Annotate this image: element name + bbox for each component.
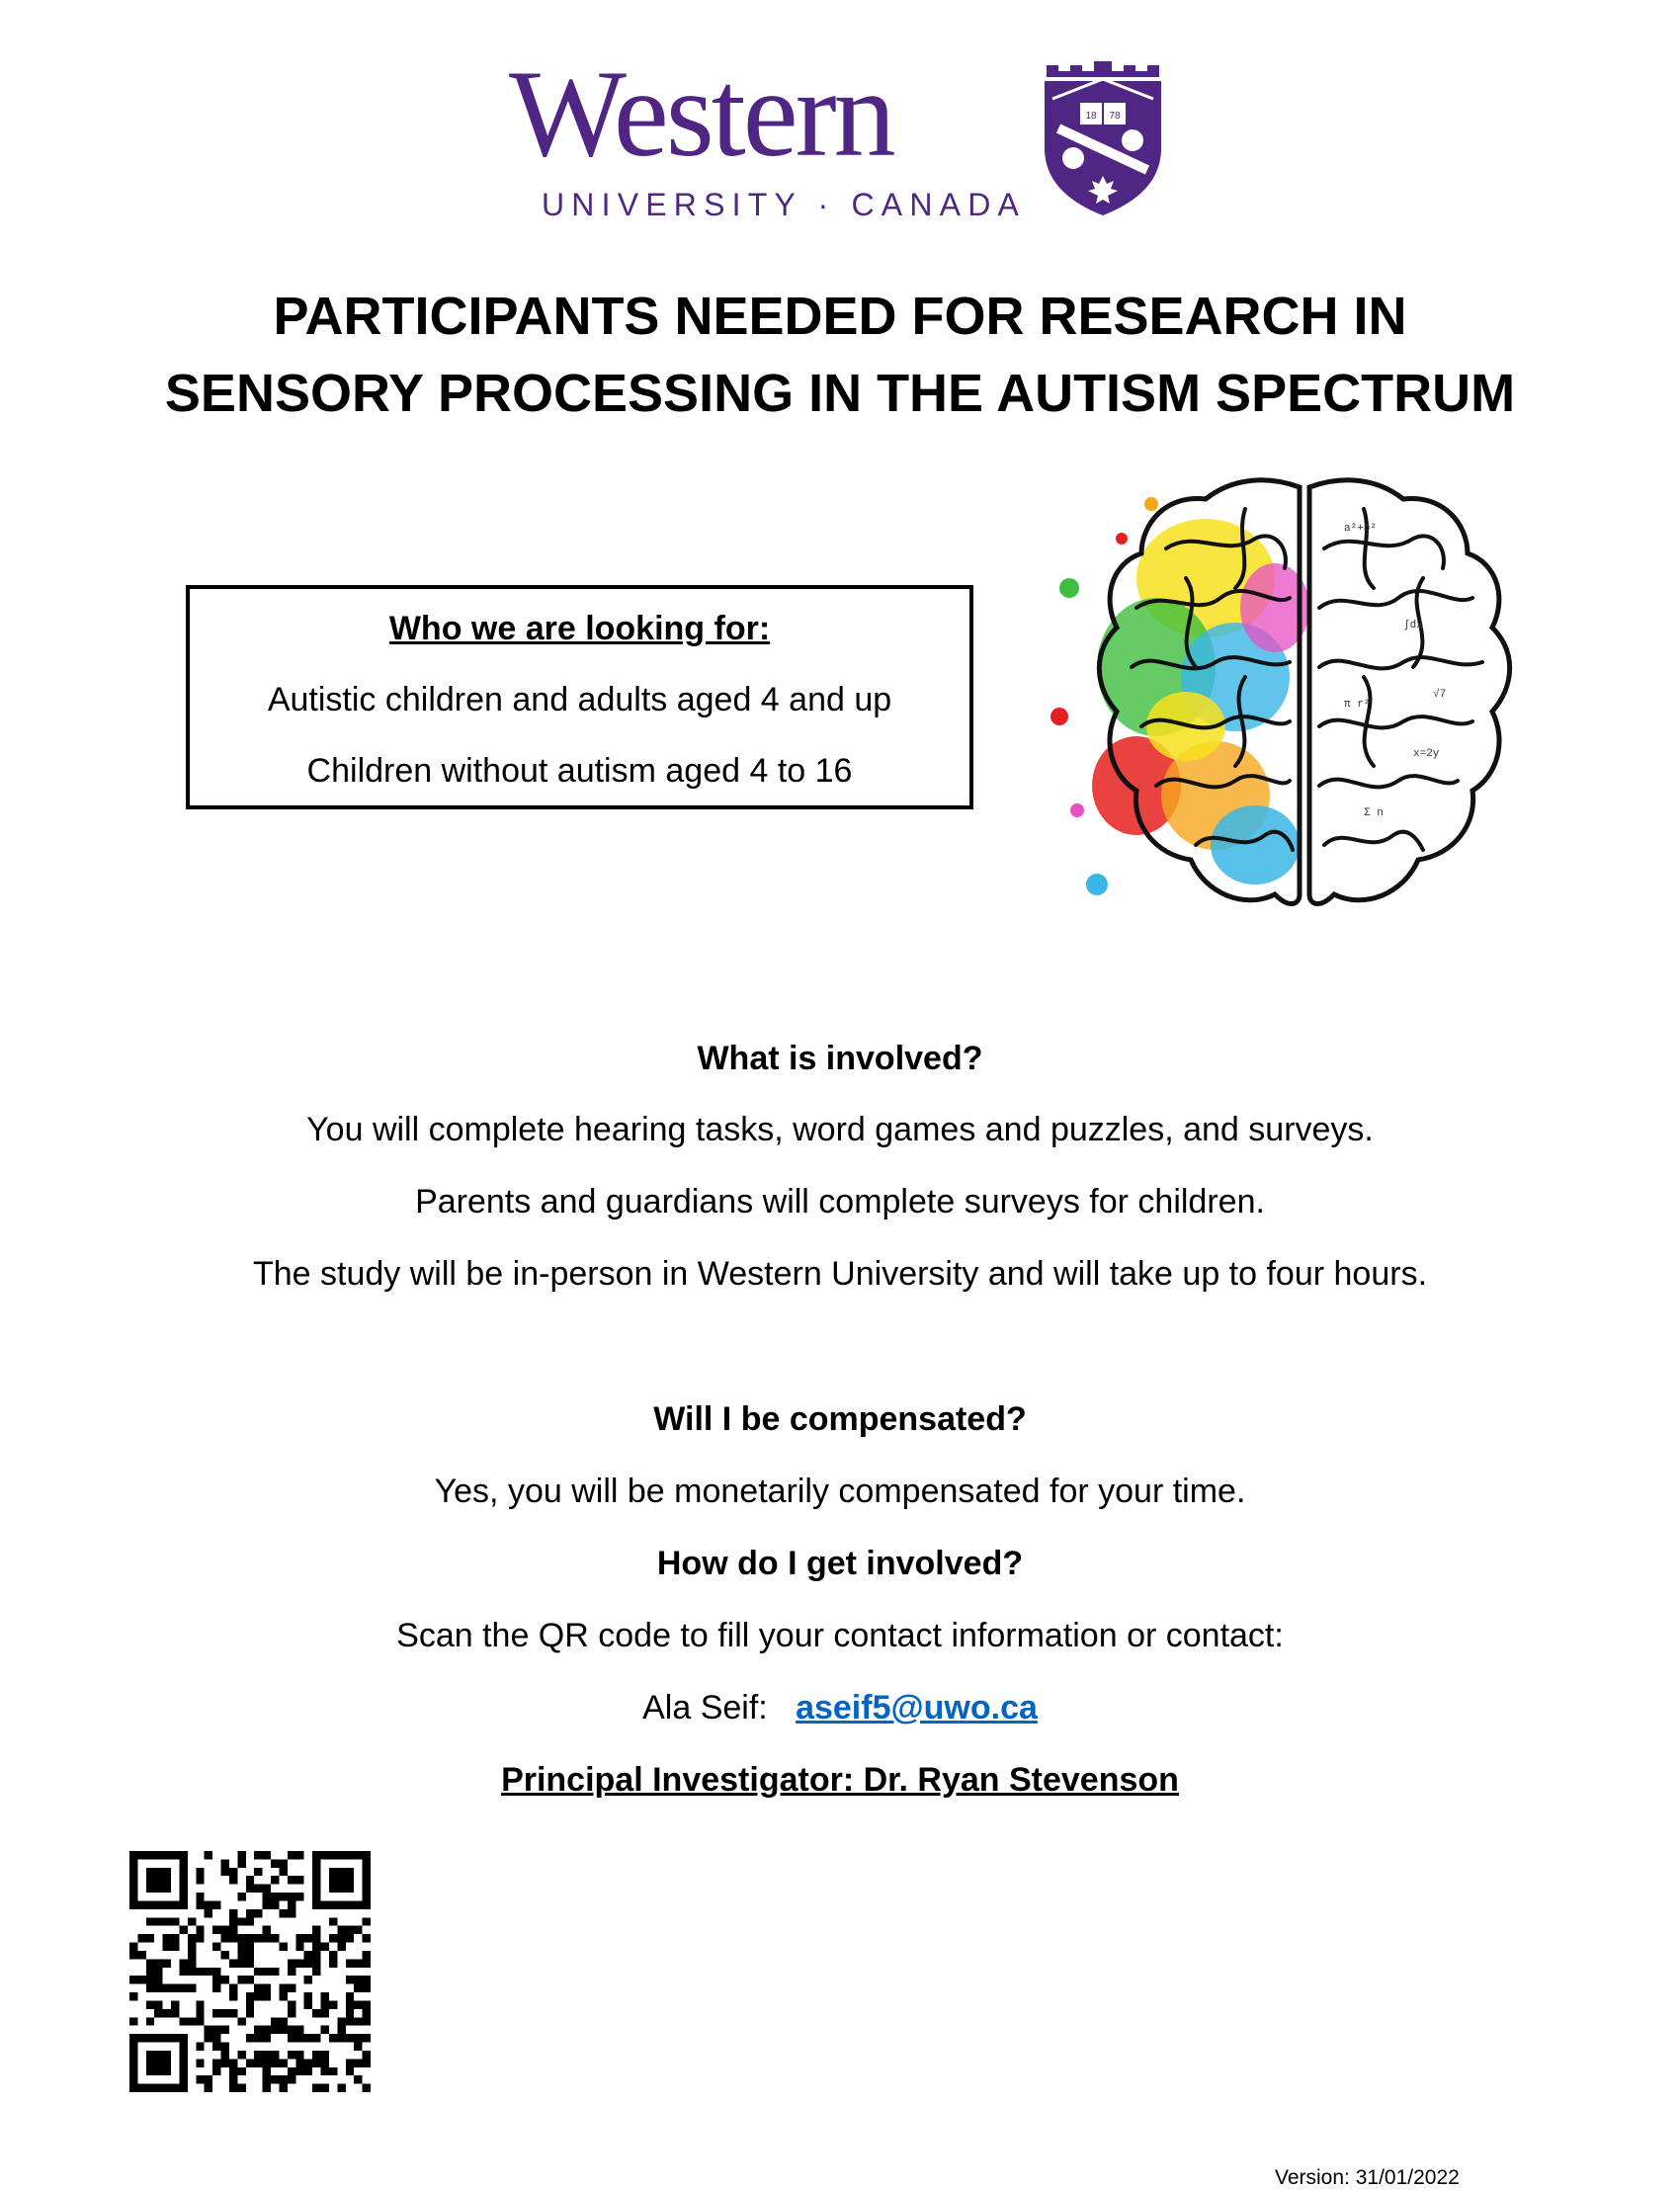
crest-year-left: 18: [1085, 111, 1097, 122]
svg-text:√7: √7: [1433, 689, 1447, 701]
svg-text:x=2y: x=2y: [1413, 748, 1440, 760]
logo-subtitle: UNIVERSITY · CANADA: [542, 187, 1027, 222]
title-line-1: PARTICIPANTS NEEDED FOR RESEARCH IN: [273, 287, 1407, 346]
involved-line: You will complete hearing tasks, word games and puzzles, and surveys.: [306, 1111, 1374, 1148]
involved-heading: What is involved?: [697, 1040, 983, 1077]
svg-text:a²+b²: a²+b²: [1344, 523, 1378, 535]
contact-name: Ala Seif:: [642, 1689, 768, 1727]
involved-line: The study will be in-person in Western University and will take up to four hours.: [252, 1255, 1428, 1293]
paint-splash-icon: [1050, 497, 1309, 895]
eligibility-item: Children without autism aged 4 to 16: [306, 752, 853, 790]
svg-text:Σ n: Σ n: [1364, 807, 1384, 819]
title-line-2: SENSORY PROCESSING IN THE AUTISM SPECTRUM: [164, 364, 1516, 423]
svg-text:π r²: π r²: [1344, 699, 1371, 711]
eligibility-box: [186, 585, 973, 809]
university-logo: [509, 45, 1171, 222]
eligibility-item: Autistic children and adults aged 4 and up: [267, 681, 892, 718]
get-involved-heading: How do I get involved?: [656, 1545, 1024, 1582]
qr-code-icon[interactable]: [129, 1851, 371, 2092]
principal-investigator: Principal Investigator: Dr. Ryan Stevenson: [501, 1761, 1179, 1799]
get-involved-instruction: Scan the QR code to fill your contact information or contact:: [396, 1617, 1284, 1654]
crest-year-right: 78: [1109, 111, 1121, 122]
svg-text:∫dx: ∫dx: [1403, 620, 1423, 632]
contact-line: [0, 1687, 1680, 1728]
logo-wordmark: Western: [509, 45, 893, 183]
version-label: Version: 31/01/2022: [1275, 2166, 1460, 2189]
compensation-heading: Will I be compensated?: [653, 1400, 1027, 1438]
contact-email-link[interactable]: aseif5@uwo.ca: [796, 1689, 1038, 1727]
compensation-answer: Yes, you will be monetarily compensated for your time.: [434, 1473, 1246, 1510]
involved-line: Parents and guardians will complete surveys for children.: [415, 1183, 1265, 1221]
eligibility-heading: Who we are looking for:: [388, 610, 771, 647]
university-crest-icon: [1039, 59, 1167, 217]
brain-illustration-icon: [1048, 469, 1552, 954]
